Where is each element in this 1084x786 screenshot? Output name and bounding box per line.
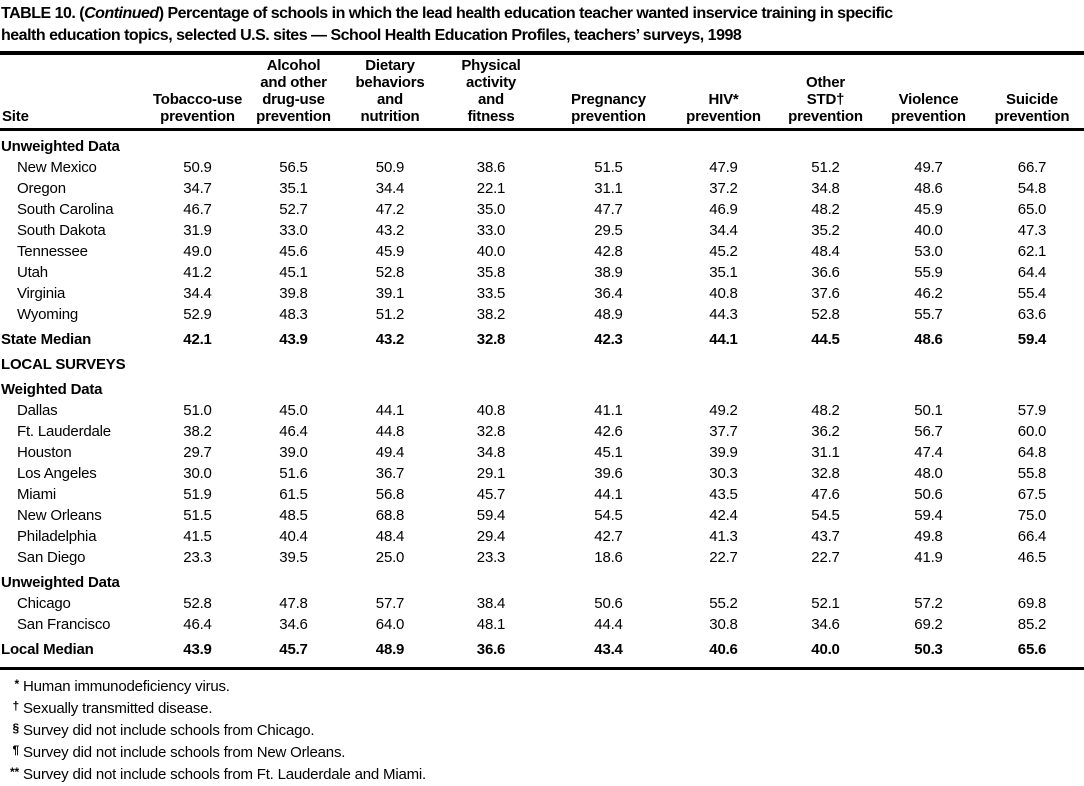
value-cell-std: 54.5 xyxy=(811,507,840,524)
value-cell-physical: 34.8 xyxy=(476,444,506,461)
site-cell: New Mexico xyxy=(17,159,97,176)
value-cell-suicide: 64.8 xyxy=(1017,444,1047,461)
value-cell-suicide: 46.5 xyxy=(1017,549,1047,566)
value-cell-alcohol-drug: 51.6 xyxy=(279,465,308,482)
value-cell-pregnancy: 42.7 xyxy=(594,528,623,545)
value-cell-std: 31.1 xyxy=(811,444,840,461)
value-cell-pregnancy: 42.6 xyxy=(594,423,623,440)
value-cell-pregnancy: 31.1 xyxy=(594,180,623,197)
value-cell-std: 36.2 xyxy=(811,423,840,440)
value-cell-tobacco: 52.8 xyxy=(183,595,212,612)
section-heading: Weighted Data xyxy=(1,381,103,398)
value-cell-dietary: 45.9 xyxy=(375,243,405,260)
column-header-violence: Violence prevention xyxy=(877,55,980,130)
value-cell-suicide: 47.3 xyxy=(1017,222,1047,239)
value-cell-tobacco: 34.4 xyxy=(183,285,212,302)
value-cell-alcohol-drug: 45.0 xyxy=(279,402,308,419)
value-cell-hiv: 34.4 xyxy=(709,222,738,239)
value-cell-hiv: 45.2 xyxy=(709,243,738,260)
site-cell: San Francisco xyxy=(17,616,111,633)
value-cell-dietary: 57.7 xyxy=(375,595,405,612)
value-cell-pregnancy: 39.6 xyxy=(594,465,623,482)
value-cell-suicide: 59.4 xyxy=(1017,331,1047,348)
value-cell-dietary: 44.1 xyxy=(375,402,405,419)
value-cell-violence: 50.1 xyxy=(914,402,943,419)
value-cell-hiv: 42.4 xyxy=(709,507,738,524)
value-cell-dietary: 51.2 xyxy=(375,306,405,323)
site-cell: Wyoming xyxy=(17,306,78,323)
value-cell-tobacco: 30.0 xyxy=(183,465,212,482)
site-cell: Ft. Lauderdale xyxy=(17,423,111,440)
table-row xyxy=(0,463,1084,484)
table-row xyxy=(0,484,1084,505)
site-cell: Dallas xyxy=(17,402,58,419)
column-header-physical: Physical activity and fitness xyxy=(438,55,544,130)
footnote-marker: * xyxy=(14,677,19,691)
value-cell-suicide: 55.8 xyxy=(1017,465,1047,482)
footnote-marker: § xyxy=(12,721,19,735)
value-cell-tobacco: 23.3 xyxy=(183,549,212,566)
value-cell-physical: 38.6 xyxy=(476,159,506,176)
value-cell-violence: 56.7 xyxy=(914,423,943,440)
site-cell: New Orleans xyxy=(17,507,102,524)
value-cell-hiv: 55.2 xyxy=(709,595,738,612)
value-cell-physical: 32.8 xyxy=(476,331,506,348)
site-cell: Local Median xyxy=(1,641,94,658)
value-cell-tobacco: 46.4 xyxy=(183,616,212,633)
value-cell-tobacco: 41.2 xyxy=(183,264,212,281)
value-cell-alcohol-drug: 45.1 xyxy=(279,264,308,281)
value-cell-physical: 22.1 xyxy=(476,180,506,197)
value-cell-hiv: 41.3 xyxy=(709,528,738,545)
value-cell-violence: 55.7 xyxy=(914,306,943,323)
column-header-alcohol-drug: Alcohol and other drug-use prevention xyxy=(245,55,342,130)
value-cell-dietary: 43.2 xyxy=(375,331,405,348)
value-cell-violence: 59.4 xyxy=(914,507,943,524)
footnote-text: Survey did not include schools from New Orleans. xyxy=(23,744,346,761)
value-cell-dietary: 49.4 xyxy=(375,444,405,461)
table-row xyxy=(0,157,1084,178)
value-cell-hiv: 43.5 xyxy=(709,486,738,503)
value-cell-std: 34.6 xyxy=(811,616,840,633)
table-row xyxy=(0,400,1084,421)
value-cell-violence: 47.4 xyxy=(914,444,943,461)
value-cell-violence: 41.9 xyxy=(914,549,943,566)
table-row xyxy=(0,199,1084,220)
value-cell-dietary: 68.8 xyxy=(375,507,405,524)
footnote-text: Human immunodeficiency virus. xyxy=(23,678,230,695)
value-cell-physical: 59.4 xyxy=(476,507,506,524)
site-cell: State Median xyxy=(1,331,92,348)
value-cell-std: 47.6 xyxy=(811,486,840,503)
value-cell-suicide: 64.4 xyxy=(1017,264,1047,281)
value-cell-tobacco: 42.1 xyxy=(183,331,212,348)
value-cell-tobacco: 38.2 xyxy=(183,423,212,440)
table-row xyxy=(0,593,1084,614)
value-cell-violence: 48.0 xyxy=(914,465,943,482)
value-cell-alcohol-drug: 45.7 xyxy=(279,641,308,658)
value-cell-physical: 32.8 xyxy=(476,423,506,440)
value-cell-dietary: 34.4 xyxy=(375,180,405,197)
footnote-marker: ** xyxy=(10,765,19,779)
value-cell-tobacco: 31.9 xyxy=(183,222,212,239)
value-cell-violence: 69.2 xyxy=(914,616,943,633)
column-header-tobacco: Tobacco-use prevention xyxy=(150,55,245,130)
value-cell-dietary: 36.7 xyxy=(375,465,405,482)
value-cell-hiv: 40.6 xyxy=(709,641,738,658)
value-cell-tobacco: 50.9 xyxy=(183,159,212,176)
table-row xyxy=(0,442,1084,463)
value-cell-pregnancy: 44.4 xyxy=(594,616,623,633)
table-row xyxy=(0,421,1084,442)
value-cell-physical: 33.0 xyxy=(476,222,506,239)
value-cell-alcohol-drug: 33.0 xyxy=(279,222,308,239)
value-cell-std: 22.7 xyxy=(811,549,840,566)
footnote-marker: ¶ xyxy=(12,743,19,757)
table-row xyxy=(0,283,1084,304)
value-cell-dietary: 48.9 xyxy=(375,641,405,658)
value-cell-tobacco: 43.9 xyxy=(183,641,212,658)
value-cell-dietary: 56.8 xyxy=(375,486,405,503)
value-cell-violence: 55.9 xyxy=(914,264,943,281)
value-cell-hiv: 40.8 xyxy=(709,285,738,302)
value-cell-dietary: 47.2 xyxy=(375,201,405,218)
value-cell-suicide: 63.6 xyxy=(1017,306,1047,323)
value-cell-physical: 29.4 xyxy=(476,528,506,545)
footnote-marker: † xyxy=(12,699,19,713)
value-cell-std: 44.5 xyxy=(811,331,840,348)
table-row xyxy=(0,526,1084,547)
table-row xyxy=(0,241,1084,262)
value-cell-alcohol-drug: 43.9 xyxy=(279,331,308,348)
value-cell-std: 48.2 xyxy=(811,402,840,419)
footnote xyxy=(0,720,1084,742)
value-cell-std: 52.1 xyxy=(811,595,840,612)
value-cell-hiv: 46.9 xyxy=(709,201,738,218)
value-cell-suicide: 66.7 xyxy=(1017,159,1047,176)
value-cell-alcohol-drug: 48.5 xyxy=(279,507,308,524)
value-cell-violence: 48.6 xyxy=(914,331,943,348)
site-cell: Miami xyxy=(17,486,56,503)
value-cell-physical: 36.6 xyxy=(476,641,506,658)
value-cell-dietary: 25.0 xyxy=(375,549,405,566)
value-cell-std: 32.8 xyxy=(811,465,840,482)
value-cell-std: 35.2 xyxy=(811,222,840,239)
table-row xyxy=(0,505,1084,526)
value-cell-tobacco: 51.0 xyxy=(183,402,212,419)
value-cell-dietary: 50.9 xyxy=(375,159,405,176)
value-cell-hiv: 37.2 xyxy=(709,180,738,197)
value-cell-alcohol-drug: 61.5 xyxy=(279,486,308,503)
value-cell-dietary: 52.8 xyxy=(375,264,405,281)
value-cell-std: 51.2 xyxy=(811,159,840,176)
value-cell-alcohol-drug: 35.1 xyxy=(279,180,308,197)
site-cell: Chicago xyxy=(17,595,71,612)
column-header-std: Other STD† prevention xyxy=(774,55,877,130)
site-cell: Los Angeles xyxy=(17,465,97,482)
value-cell-std: 48.2 xyxy=(811,201,840,218)
value-cell-physical: 40.0 xyxy=(476,243,506,260)
value-cell-dietary: 43.2 xyxy=(375,222,405,239)
value-cell-tobacco: 51.9 xyxy=(183,486,212,503)
value-cell-pregnancy: 36.4 xyxy=(594,285,623,302)
value-cell-violence: 40.0 xyxy=(914,222,943,239)
site-cell: Utah xyxy=(17,264,48,281)
value-cell-dietary: 48.4 xyxy=(375,528,405,545)
value-cell-dietary: 39.1 xyxy=(375,285,405,302)
value-cell-pregnancy: 51.5 xyxy=(594,159,623,176)
value-cell-physical: 48.1 xyxy=(476,616,506,633)
table-row xyxy=(0,614,1084,635)
value-cell-tobacco: 49.0 xyxy=(183,243,212,260)
section-heading: LOCAL SURVEYS xyxy=(1,356,126,373)
value-cell-hiv: 30.3 xyxy=(709,465,738,482)
value-cell-tobacco: 46.7 xyxy=(183,201,212,218)
value-cell-alcohol-drug: 46.4 xyxy=(279,423,308,440)
value-cell-suicide: 66.4 xyxy=(1017,528,1047,545)
value-cell-pregnancy: 41.1 xyxy=(594,402,623,419)
value-cell-pregnancy: 29.5 xyxy=(594,222,623,239)
value-cell-alcohol-drug: 47.8 xyxy=(279,595,308,612)
section-row xyxy=(0,130,1084,158)
column-header-suicide: Suicide prevention xyxy=(980,55,1084,130)
median-row xyxy=(0,325,1084,350)
value-cell-alcohol-drug: 48.3 xyxy=(279,306,308,323)
value-cell-alcohol-drug: 40.4 xyxy=(279,528,308,545)
value-cell-suicide: 57.9 xyxy=(1017,402,1047,419)
value-cell-pregnancy: 42.8 xyxy=(594,243,623,260)
site-cell: Houston xyxy=(17,444,72,461)
value-cell-physical: 40.8 xyxy=(476,402,506,419)
site-cell: Oregon xyxy=(17,180,66,197)
value-cell-pregnancy: 48.9 xyxy=(594,306,623,323)
column-header-hiv: HIV* prevention xyxy=(673,55,774,130)
value-cell-suicide: 85.2 xyxy=(1017,616,1047,633)
footnote-text: Survey did not include schools from Ft. Lauderdale and Miami. xyxy=(23,766,427,783)
value-cell-pregnancy: 42.3 xyxy=(594,331,623,348)
footnote-text: Sexually transmitted disease. xyxy=(23,700,213,717)
value-cell-physical: 29.1 xyxy=(476,465,506,482)
value-cell-hiv: 37.7 xyxy=(709,423,738,440)
footnote-text: Survey did not include schools from Chicago. xyxy=(23,722,315,739)
value-cell-violence: 48.6 xyxy=(914,180,943,197)
value-cell-violence: 45.9 xyxy=(914,201,943,218)
value-cell-std: 52.8 xyxy=(811,306,840,323)
value-cell-violence: 50.3 xyxy=(914,641,943,658)
value-cell-tobacco: 52.9 xyxy=(183,306,212,323)
site-cell: Virginia xyxy=(17,285,66,302)
value-cell-alcohol-drug: 39.0 xyxy=(279,444,308,461)
value-cell-tobacco: 51.5 xyxy=(183,507,212,524)
value-cell-pregnancy: 44.1 xyxy=(594,486,623,503)
value-cell-physical: 35.8 xyxy=(476,264,506,281)
value-cell-pregnancy: 38.9 xyxy=(594,264,623,281)
section-row xyxy=(0,375,1084,400)
title-suffix: ) Percentage of schools in which the lead health education teacher wanted inservice training in specific xyxy=(158,5,893,22)
value-cell-suicide: 60.0 xyxy=(1017,423,1047,440)
column-header-dietary: Dietary behaviors and nutrition xyxy=(342,55,438,130)
value-cell-violence: 46.2 xyxy=(914,285,943,302)
title-continued: Continued xyxy=(84,5,159,22)
value-cell-physical: 45.7 xyxy=(476,486,506,503)
value-cell-physical: 23.3 xyxy=(476,549,506,566)
table-row xyxy=(0,262,1084,283)
value-cell-std: 43.7 xyxy=(811,528,840,545)
value-cell-hiv: 49.2 xyxy=(709,402,738,419)
value-cell-alcohol-drug: 52.7 xyxy=(279,201,308,218)
value-cell-std: 36.6 xyxy=(811,264,840,281)
value-cell-violence: 57.2 xyxy=(914,595,943,612)
footnote xyxy=(0,764,1084,786)
table-row xyxy=(0,220,1084,241)
section-heading: Unweighted Data xyxy=(1,574,120,591)
value-cell-suicide: 67.5 xyxy=(1017,486,1047,503)
value-cell-hiv: 39.9 xyxy=(709,444,738,461)
value-cell-pregnancy: 47.7 xyxy=(594,201,623,218)
value-cell-std: 37.6 xyxy=(811,285,840,302)
section-heading: Unweighted Data xyxy=(1,138,120,155)
footnotes xyxy=(0,670,1084,786)
value-cell-std: 34.8 xyxy=(811,180,840,197)
value-cell-physical: 33.5 xyxy=(476,285,506,302)
value-cell-alcohol-drug: 39.5 xyxy=(279,549,308,566)
value-cell-tobacco: 34.7 xyxy=(183,180,212,197)
value-cell-hiv: 47.9 xyxy=(709,159,738,176)
footnote xyxy=(0,742,1084,764)
value-cell-physical: 38.2 xyxy=(476,306,506,323)
section-row xyxy=(0,568,1084,593)
table-row xyxy=(0,547,1084,568)
value-cell-hiv: 30.8 xyxy=(709,616,738,633)
value-cell-violence: 49.7 xyxy=(914,159,943,176)
column-header-site: Site xyxy=(0,55,150,130)
value-cell-std: 48.4 xyxy=(811,243,840,260)
value-cell-tobacco: 29.7 xyxy=(183,444,212,461)
value-cell-alcohol-drug: 45.6 xyxy=(279,243,308,260)
table-title-line1 xyxy=(1,3,1082,25)
value-cell-violence: 49.8 xyxy=(914,528,943,545)
value-cell-dietary: 64.0 xyxy=(375,616,405,633)
value-cell-suicide: 55.4 xyxy=(1017,285,1047,302)
value-cell-hiv: 35.1 xyxy=(709,264,738,281)
value-cell-std: 40.0 xyxy=(811,641,840,658)
value-cell-physical: 38.4 xyxy=(476,595,506,612)
value-cell-hiv: 44.3 xyxy=(709,306,738,323)
footnote xyxy=(0,676,1084,698)
median-row xyxy=(0,635,1084,660)
table-row xyxy=(0,304,1084,325)
site-cell: South Dakota xyxy=(17,222,106,239)
value-cell-violence: 50.6 xyxy=(914,486,943,503)
value-cell-suicide: 62.1 xyxy=(1017,243,1047,260)
site-cell: San Diego xyxy=(17,549,86,566)
value-cell-alcohol-drug: 34.6 xyxy=(279,616,308,633)
title-prefix: TABLE 10. ( xyxy=(1,5,85,22)
site-cell: Tennessee xyxy=(17,243,88,260)
column-header-pregnancy: Pregnancy prevention xyxy=(544,55,673,130)
value-cell-pregnancy: 54.5 xyxy=(594,507,623,524)
table-title-line2: health education topics, selected U.S. sites — School Health Education Profiles, teachers’ surveys, 1998 xyxy=(1,27,742,44)
value-cell-pregnancy: 43.4 xyxy=(594,641,623,658)
health-education-table xyxy=(0,55,1084,660)
value-cell-tobacco: 41.5 xyxy=(183,528,212,545)
value-cell-pregnancy: 45.1 xyxy=(594,444,623,461)
site-cell: Philadelphia xyxy=(17,528,97,545)
table-title xyxy=(0,0,1084,47)
value-cell-alcohol-drug: 56.5 xyxy=(279,159,308,176)
value-cell-suicide: 54.8 xyxy=(1017,180,1047,197)
value-cell-suicide: 69.8 xyxy=(1017,595,1047,612)
value-cell-suicide: 65.6 xyxy=(1017,641,1047,658)
footnote xyxy=(0,698,1084,720)
value-cell-pregnancy: 50.6 xyxy=(594,595,623,612)
value-cell-violence: 53.0 xyxy=(914,243,943,260)
value-cell-suicide: 75.0 xyxy=(1017,507,1047,524)
group-row xyxy=(0,350,1084,375)
value-cell-suicide: 65.0 xyxy=(1017,201,1047,218)
table-header-row xyxy=(0,55,1084,130)
value-cell-hiv: 44.1 xyxy=(709,331,738,348)
table-row xyxy=(0,178,1084,199)
value-cell-pregnancy: 18.6 xyxy=(594,549,623,566)
value-cell-hiv: 22.7 xyxy=(709,549,738,566)
value-cell-physical: 35.0 xyxy=(476,201,506,218)
value-cell-dietary: 44.8 xyxy=(375,423,405,440)
value-cell-alcohol-drug: 39.8 xyxy=(279,285,308,302)
site-cell: South Carolina xyxy=(17,201,114,218)
